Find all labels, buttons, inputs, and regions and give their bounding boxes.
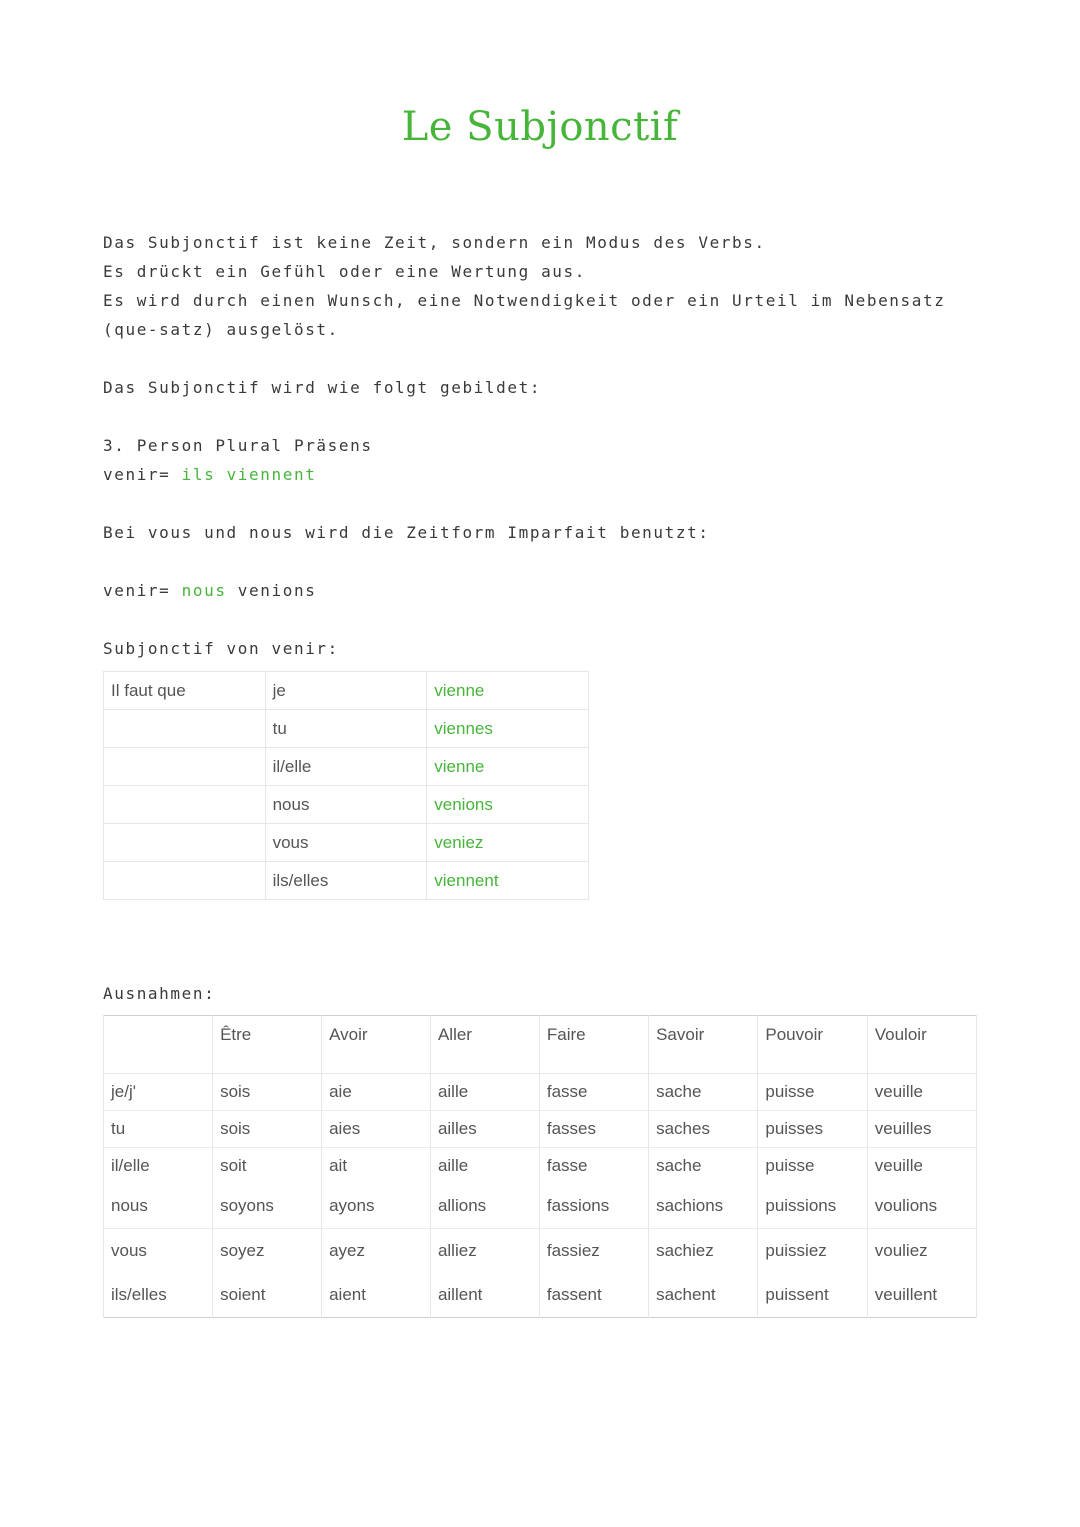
table-cell: saches xyxy=(649,1111,758,1148)
table-row xyxy=(104,1111,977,1148)
table-cell: ait xyxy=(322,1148,431,1185)
table-row xyxy=(104,824,589,862)
venir-caption: Subjonctif von venir: xyxy=(103,639,339,658)
table-cell: ils/elles xyxy=(104,1273,213,1318)
form-cell: viennent xyxy=(427,862,589,900)
table-cell: nous xyxy=(104,1184,213,1229)
table-row xyxy=(104,710,589,748)
table-cell: sois xyxy=(213,1074,322,1111)
table-cell: allions xyxy=(430,1184,539,1229)
table-cell: alliez xyxy=(430,1229,539,1274)
pronoun-cell: ils/elles xyxy=(265,862,427,900)
table-cell: veuillent xyxy=(867,1273,976,1318)
table-cell: fasse xyxy=(539,1074,648,1111)
empty-cell xyxy=(104,748,266,786)
table-row xyxy=(104,1229,977,1274)
rule2-prefix: venir= xyxy=(103,581,182,600)
form-cell: venions xyxy=(427,786,589,824)
rule2-example xyxy=(103,580,316,602)
table-cell: veuilles xyxy=(867,1111,976,1148)
header-cell: Vouloir xyxy=(867,1016,976,1074)
form-cell: veniez xyxy=(427,824,589,862)
table-cell: ailles xyxy=(430,1111,539,1148)
table-cell: fasse xyxy=(539,1148,648,1185)
table-cell: sachions xyxy=(649,1184,758,1229)
table-cell: aillent xyxy=(430,1273,539,1318)
rule1-example xyxy=(103,464,316,486)
table-cell: sachiez xyxy=(649,1229,758,1274)
form-cell: vienne xyxy=(427,672,589,710)
table-cell: fassent xyxy=(539,1273,648,1318)
form-cell: vienne xyxy=(427,748,589,786)
empty-cell xyxy=(104,710,266,748)
table-cell: puissiez xyxy=(758,1229,867,1274)
pronoun-cell: tu xyxy=(265,710,427,748)
table-cell: ayez xyxy=(322,1229,431,1274)
table-cell: sache xyxy=(649,1074,758,1111)
rule2-text: Bei vous und nous wird die Zeitform Imparfait benutzt: xyxy=(103,523,710,542)
table-cell: il/elle xyxy=(104,1148,213,1185)
table-row xyxy=(104,862,589,900)
header-cell: Être xyxy=(213,1016,322,1074)
table-cell: puisses xyxy=(758,1111,867,1148)
table-cell: sache xyxy=(649,1148,758,1185)
table-cell: puissions xyxy=(758,1184,867,1229)
table-row xyxy=(104,672,589,710)
rule2-form: venions xyxy=(226,581,317,600)
table-cell: vouliez xyxy=(867,1229,976,1274)
rule1-example-form: ils viennent xyxy=(181,465,317,484)
rule1-heading: 3. Person Plural Präsens xyxy=(103,436,373,455)
table-cell: puissent xyxy=(758,1273,867,1318)
header-cell: Faire xyxy=(539,1016,648,1074)
table-cell: voulions xyxy=(867,1184,976,1229)
trigger-cell: Il faut que xyxy=(104,672,266,710)
pronoun-cell: je xyxy=(265,672,427,710)
pronoun-cell: il/elle xyxy=(265,748,427,786)
header-cell xyxy=(104,1016,213,1074)
table-row xyxy=(104,1184,977,1229)
table-cell: sachent xyxy=(649,1273,758,1318)
rule1-prefix: venir= xyxy=(103,465,182,484)
table-cell: aies xyxy=(322,1111,431,1148)
table-row xyxy=(104,1148,977,1185)
table-cell: aie xyxy=(322,1074,431,1111)
intro-line-2: Es drückt ein Gefühl oder eine Wertung aus. xyxy=(103,262,587,281)
pronoun-cell: nous xyxy=(265,786,427,824)
table-row xyxy=(104,1273,977,1318)
table-cell: soyons xyxy=(213,1184,322,1229)
table-cell: veuille xyxy=(867,1074,976,1111)
venir-conjugation-table xyxy=(103,671,589,900)
table-cell: puisse xyxy=(758,1148,867,1185)
table-cell: sois xyxy=(213,1111,322,1148)
table-row xyxy=(104,1074,977,1111)
table-cell: aille xyxy=(430,1074,539,1111)
table-cell: soyez xyxy=(213,1229,322,1274)
header-cell: Aller xyxy=(430,1016,539,1074)
table-cell: soient xyxy=(213,1273,322,1318)
table-cell: ayons xyxy=(322,1184,431,1229)
header-row xyxy=(104,1016,977,1074)
empty-cell xyxy=(104,824,266,862)
table-cell: veuille xyxy=(867,1148,976,1185)
table-cell: fassiez xyxy=(539,1229,648,1274)
table-cell: tu xyxy=(104,1111,213,1148)
exceptions-caption: Ausnahmen: xyxy=(103,984,216,1003)
table-cell: vous xyxy=(104,1229,213,1274)
intro-line-3: Es wird durch einen Wunsch, eine Notwendigkeit oder ein Urteil im Nebensatz xyxy=(103,291,946,310)
header-cell: Savoir xyxy=(649,1016,758,1074)
empty-cell xyxy=(104,862,266,900)
table-cell: puisse xyxy=(758,1074,867,1111)
intro-line-4: (que-satz) ausgelöst. xyxy=(103,320,339,339)
table-cell: aille xyxy=(430,1148,539,1185)
table-row xyxy=(104,786,589,824)
table-cell: fasses xyxy=(539,1111,648,1148)
pronoun-cell: vous xyxy=(265,824,427,862)
page-title: Le Subjonctif xyxy=(401,104,679,150)
header-cell: Pouvoir xyxy=(758,1016,867,1074)
empty-cell xyxy=(104,786,266,824)
rule2-pronoun: nous xyxy=(181,581,227,600)
table-row xyxy=(104,748,589,786)
table-cell: aient xyxy=(322,1273,431,1318)
table-cell: soit xyxy=(213,1148,322,1185)
intro-line-1: Das Subjonctif ist keine Zeit, sondern ein Modus des Verbs. xyxy=(103,233,766,252)
exceptions-table xyxy=(103,1015,977,1318)
header-cell: Avoir xyxy=(322,1016,431,1074)
form-cell: viennes xyxy=(427,710,589,748)
table-cell: je/j' xyxy=(104,1074,213,1111)
table-cell: fassions xyxy=(539,1184,648,1229)
formation-intro: Das Subjonctif wird wie folgt gebildet: xyxy=(103,378,542,397)
